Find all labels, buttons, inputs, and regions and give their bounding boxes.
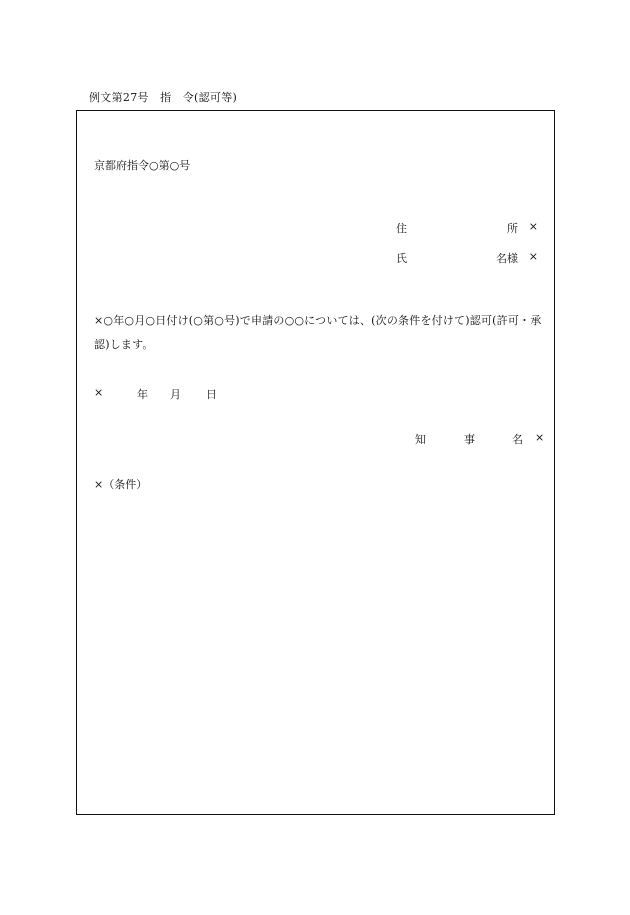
address-label-second: 所 (507, 222, 518, 235)
date-month-label: 月 (170, 388, 181, 401)
name-label-first: 氏 (396, 252, 407, 265)
date-mark: × (94, 386, 104, 399)
date-line (94, 386, 234, 400)
document-number: 京都府指令○第○号 (94, 159, 191, 172)
address-field (396, 220, 538, 234)
form-title-label: 例文第27号 指 令(認可等) (89, 91, 238, 104)
document-frame (76, 110, 555, 815)
governor-name-line (415, 431, 547, 445)
name-field (396, 250, 538, 264)
name-label-second: 名様 (496, 252, 518, 265)
address-label-first: 住 (396, 222, 407, 235)
governor-label-mei: 名 (512, 433, 523, 446)
name-value-mark: × (528, 250, 538, 263)
governor-value-mark: × (535, 431, 545, 444)
conditions-label: ×（条件） (94, 478, 148, 491)
approval-body-text: ×○年○月○日付け(○第○号)で申請の○○については、(次の条件を付けて)認可(許可・承認)します。 (94, 314, 542, 351)
governor-label-ji: 事 (464, 433, 475, 446)
address-value-mark: × (528, 220, 538, 233)
governor-label-chi: 知 (415, 433, 426, 446)
date-day-label: 日 (206, 388, 217, 401)
date-year-label: 年 (137, 388, 148, 401)
